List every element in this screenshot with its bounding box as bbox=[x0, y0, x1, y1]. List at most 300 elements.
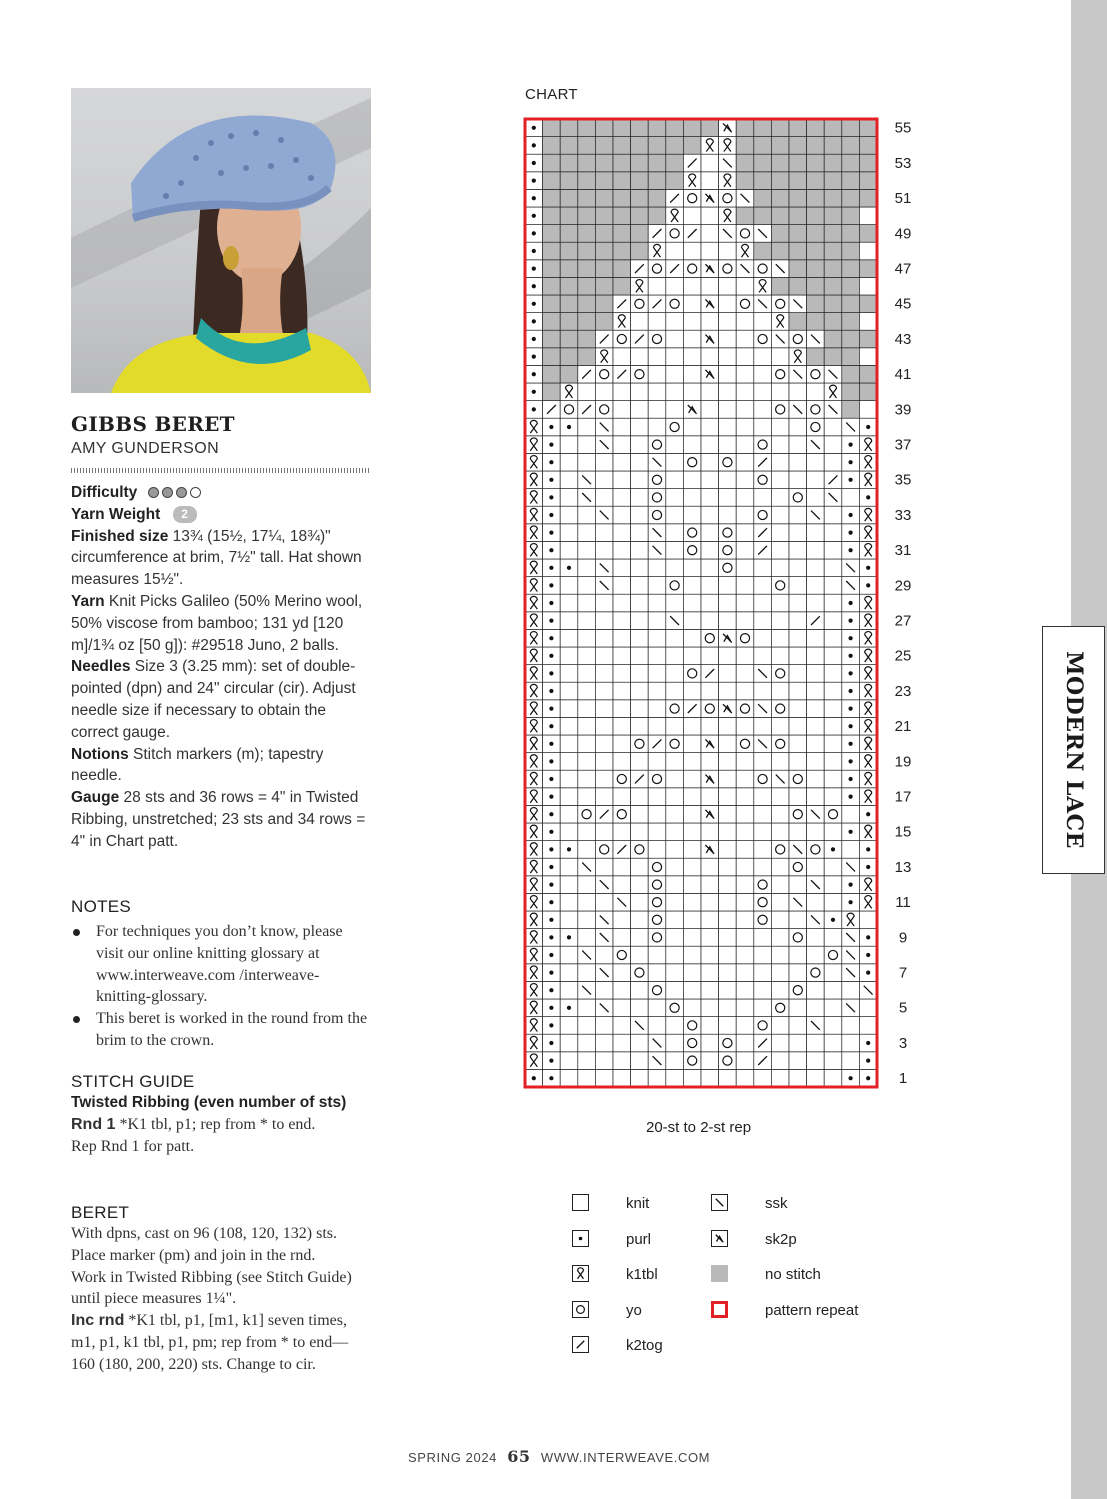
chart-cell bbox=[824, 541, 842, 559]
chart-cell bbox=[683, 559, 701, 577]
chart-cell bbox=[789, 242, 807, 260]
chart-cell bbox=[560, 489, 578, 507]
chart-cell bbox=[648, 559, 666, 577]
chart-cell bbox=[789, 313, 807, 331]
chart-cell bbox=[578, 418, 596, 436]
chart-cell bbox=[683, 823, 701, 841]
chart-cell bbox=[789, 541, 807, 559]
chart-cell bbox=[595, 295, 613, 313]
chart-cell bbox=[683, 577, 701, 595]
chart-cell bbox=[736, 841, 754, 859]
chart-cell bbox=[613, 506, 631, 524]
gauge-spec bbox=[71, 787, 371, 852]
chart-cell bbox=[578, 612, 596, 630]
chart-cell bbox=[613, 225, 631, 243]
chart-cell bbox=[595, 823, 613, 841]
chart-cell bbox=[613, 1017, 631, 1035]
chart-cell bbox=[824, 260, 842, 278]
notes-section bbox=[71, 897, 371, 1052]
chart-cell bbox=[719, 242, 737, 260]
chart-cell bbox=[578, 788, 596, 806]
chart-cell bbox=[754, 788, 772, 806]
chart-cell bbox=[560, 260, 578, 278]
chart-cell bbox=[719, 365, 737, 383]
chart-cell bbox=[595, 770, 613, 788]
chart-cell bbox=[578, 682, 596, 700]
legend-no-stitch-icon bbox=[711, 1265, 728, 1282]
chart-cell bbox=[824, 242, 842, 260]
chart-cell bbox=[824, 1034, 842, 1052]
chart-cell bbox=[859, 225, 877, 243]
chart-cell bbox=[666, 911, 684, 929]
chart-cell bbox=[789, 154, 807, 172]
chart-cell bbox=[543, 277, 561, 295]
chart-cell bbox=[613, 981, 631, 999]
chart-cell bbox=[631, 154, 649, 172]
chart-cell bbox=[648, 172, 666, 190]
chart-cell bbox=[754, 612, 772, 630]
chart-cell bbox=[543, 189, 561, 207]
chart-cell bbox=[842, 225, 860, 243]
chart-cell bbox=[736, 665, 754, 683]
chart-cell bbox=[543, 383, 561, 401]
chart-cell bbox=[631, 893, 649, 911]
chart-cell bbox=[736, 119, 754, 137]
chart-cell bbox=[560, 753, 578, 771]
chart-cell bbox=[543, 154, 561, 172]
chart-cell bbox=[701, 172, 719, 190]
chart-cell bbox=[824, 577, 842, 595]
chart-cell bbox=[789, 436, 807, 454]
chart-cell bbox=[613, 471, 631, 489]
chart-cell bbox=[719, 1052, 737, 1070]
chart-cell bbox=[719, 524, 737, 542]
chart-stitch-purl bbox=[831, 918, 835, 922]
chart-cell bbox=[683, 788, 701, 806]
chart-cell bbox=[578, 753, 596, 771]
chart-stitch-purl bbox=[549, 460, 553, 464]
chart-stitch-purl bbox=[549, 689, 553, 693]
chart-cell bbox=[771, 735, 789, 753]
chart-cell bbox=[560, 348, 578, 366]
chart-cell bbox=[824, 506, 842, 524]
chart-cell bbox=[666, 330, 684, 348]
chart-cell bbox=[771, 717, 789, 735]
chart-cell bbox=[666, 770, 684, 788]
chart-cell bbox=[824, 717, 842, 735]
chart-cell bbox=[560, 629, 578, 647]
chart-cell bbox=[736, 524, 754, 542]
chart-cell bbox=[701, 929, 719, 947]
chart-stitch-purl bbox=[848, 882, 852, 886]
chart-cell bbox=[701, 489, 719, 507]
chart-cell bbox=[578, 436, 596, 454]
chart-cell bbox=[736, 154, 754, 172]
chart-cell bbox=[595, 629, 613, 647]
chart-cell bbox=[824, 313, 842, 331]
chart-cell bbox=[771, 1052, 789, 1070]
chart-stitch-purl bbox=[549, 425, 553, 429]
chart-row-label: 13 bbox=[894, 858, 912, 876]
chart-cell bbox=[754, 893, 772, 911]
chart-cell bbox=[736, 1034, 754, 1052]
chart-cell bbox=[648, 383, 666, 401]
chart-cell bbox=[824, 981, 842, 999]
chart-cell bbox=[789, 383, 807, 401]
chart-stitch-purl bbox=[532, 214, 536, 218]
chart-cell bbox=[613, 700, 631, 718]
chart-cell bbox=[701, 858, 719, 876]
chart-cell bbox=[683, 383, 701, 401]
chart-cell bbox=[719, 189, 737, 207]
list-item: For techniques you don’t know, please visit our online knitting glossary at www.interweave.com /interweave-knitting-glossary. bbox=[71, 921, 371, 1008]
chart-stitch-purl bbox=[532, 143, 536, 147]
chart-cell bbox=[824, 876, 842, 894]
chart-cell bbox=[595, 189, 613, 207]
chart-cell bbox=[754, 717, 772, 735]
chart-cell bbox=[578, 260, 596, 278]
chart-cell bbox=[560, 313, 578, 331]
chart-cell bbox=[648, 929, 666, 947]
chart-cell bbox=[595, 788, 613, 806]
chart-cell bbox=[736, 577, 754, 595]
chart-cell bbox=[578, 453, 596, 471]
chart-cell bbox=[736, 911, 754, 929]
chart-cell bbox=[842, 172, 860, 190]
chart-cell bbox=[613, 418, 631, 436]
chart-cell bbox=[683, 313, 701, 331]
chart-cell bbox=[631, 348, 649, 366]
chart-cell bbox=[578, 770, 596, 788]
chart-cell bbox=[666, 313, 684, 331]
chart-cell bbox=[701, 823, 719, 841]
chart-cell bbox=[736, 471, 754, 489]
chart-cell bbox=[613, 594, 631, 612]
chart-stitch-purl bbox=[549, 442, 553, 446]
chart-cell bbox=[648, 788, 666, 806]
chart-cell bbox=[736, 753, 754, 771]
chart-cell bbox=[631, 823, 649, 841]
chart-stitch-purl bbox=[549, 548, 553, 552]
chart-cell bbox=[631, 1034, 649, 1052]
chart-cell bbox=[578, 207, 596, 225]
chart-cell bbox=[807, 383, 825, 401]
chart-stitch-purl bbox=[532, 126, 536, 130]
chart-cell bbox=[789, 876, 807, 894]
chart-cell bbox=[543, 295, 561, 313]
chart-cell bbox=[666, 682, 684, 700]
chart-cell bbox=[631, 594, 649, 612]
chart-cell bbox=[771, 137, 789, 155]
chart-cell bbox=[719, 823, 737, 841]
chart-cell bbox=[701, 1034, 719, 1052]
chart-cell bbox=[631, 964, 649, 982]
chart-cell bbox=[736, 506, 754, 524]
chart-cell bbox=[859, 119, 877, 137]
chart-cell bbox=[648, 682, 666, 700]
chart-cell bbox=[578, 665, 596, 683]
legend-purl-icon bbox=[572, 1230, 589, 1247]
chart-cell bbox=[719, 506, 737, 524]
chart-cell bbox=[719, 453, 737, 471]
footer-url: WWW.INTERWEAVE.COM bbox=[540, 1450, 711, 1465]
chart-cell bbox=[613, 277, 631, 295]
chart-cell bbox=[560, 893, 578, 911]
chart-stitch-purl bbox=[549, 777, 553, 781]
chart-stitch-purl bbox=[866, 583, 870, 587]
chart-cell bbox=[613, 682, 631, 700]
chart-cell bbox=[824, 330, 842, 348]
needles-text: Size 3 (3.25 mm): set of double-pointed (dpn) and 24" circular (cir). Adjust needle size if necessary to obtain the correct gauge. bbox=[71, 658, 356, 741]
chart-cell bbox=[824, 225, 842, 243]
chart-cell bbox=[613, 805, 631, 823]
chart-stitch-purl bbox=[549, 513, 553, 517]
chart-cell bbox=[683, 1069, 701, 1087]
chart-stitch-purl bbox=[567, 935, 571, 939]
chart-cell bbox=[771, 893, 789, 911]
chart-cell bbox=[771, 172, 789, 190]
chart-cell bbox=[613, 999, 631, 1017]
chart-cell bbox=[771, 242, 789, 260]
page-footer bbox=[408, 1447, 710, 1466]
chart-cell bbox=[807, 524, 825, 542]
chart-cell bbox=[613, 383, 631, 401]
chart-cell bbox=[789, 911, 807, 929]
chart-cell bbox=[578, 348, 596, 366]
chart-cell bbox=[719, 770, 737, 788]
chart-cell bbox=[613, 629, 631, 647]
chart-stitch-purl bbox=[549, 759, 553, 763]
chart-cell bbox=[701, 242, 719, 260]
chart-cell bbox=[824, 119, 842, 137]
chart-cell bbox=[683, 189, 701, 207]
chart-cell bbox=[595, 1069, 613, 1087]
chart-cell bbox=[771, 207, 789, 225]
chart-cell bbox=[648, 577, 666, 595]
chart-cell bbox=[683, 1034, 701, 1052]
chart-cell bbox=[789, 506, 807, 524]
chart-cell bbox=[701, 594, 719, 612]
pattern-title: GIBBS BERET bbox=[71, 412, 235, 436]
chart-stitch-purl bbox=[532, 284, 536, 288]
chart-cell bbox=[736, 207, 754, 225]
chart-cell bbox=[595, 260, 613, 278]
chart-cell bbox=[807, 629, 825, 647]
chart-cell bbox=[824, 436, 842, 454]
chart-cell bbox=[842, 207, 860, 225]
section-tab-label: MODERN LACE bbox=[1060, 651, 1087, 849]
chart-cell bbox=[771, 876, 789, 894]
chart-cell bbox=[701, 753, 719, 771]
chart-cell bbox=[719, 260, 737, 278]
chart-cell bbox=[560, 541, 578, 559]
chart-cell bbox=[842, 260, 860, 278]
chart-cell bbox=[789, 1069, 807, 1087]
chart-cell bbox=[771, 612, 789, 630]
chart-cell bbox=[736, 788, 754, 806]
chart-cell bbox=[807, 841, 825, 859]
chart-cell bbox=[595, 1052, 613, 1070]
chart-cell bbox=[807, 700, 825, 718]
chart-cell bbox=[754, 207, 772, 225]
knitting-chart bbox=[500, 100, 940, 1110]
chart-cell bbox=[560, 770, 578, 788]
chart-cell bbox=[736, 225, 754, 243]
chart-cell bbox=[560, 946, 578, 964]
chart-cell bbox=[754, 489, 772, 507]
chart-cell bbox=[807, 453, 825, 471]
chart-cell bbox=[613, 172, 631, 190]
chart-cell bbox=[736, 453, 754, 471]
finished-size-text: 13¾ (15½, 17¼, 18¾)" circumference at brim, 7½" tall. Hat shown measures 15½". bbox=[71, 527, 362, 589]
chart-stitch-purl bbox=[848, 601, 852, 605]
chart-cell bbox=[719, 559, 737, 577]
chart-cell bbox=[771, 788, 789, 806]
chart-stitch-purl bbox=[831, 847, 835, 851]
chart-stitch-purl bbox=[848, 530, 852, 534]
chart-cell bbox=[648, 612, 666, 630]
chart-cell bbox=[824, 682, 842, 700]
chart-cell bbox=[578, 700, 596, 718]
chart-cell bbox=[683, 295, 701, 313]
chart-cell bbox=[719, 946, 737, 964]
legend-yo-icon bbox=[572, 1301, 589, 1318]
chart-cell bbox=[807, 682, 825, 700]
legend-label: knit bbox=[626, 1195, 650, 1212]
chart-row-label: 21 bbox=[894, 718, 912, 736]
chart-cell bbox=[789, 665, 807, 683]
beret-heading: BERET bbox=[71, 1203, 130, 1222]
chart-cell bbox=[771, 365, 789, 383]
chart-cell bbox=[578, 225, 596, 243]
chart-cell bbox=[613, 260, 631, 278]
chart-cell bbox=[736, 313, 754, 331]
chart-stitch-purl bbox=[866, 865, 870, 869]
chart-cell bbox=[842, 1034, 860, 1052]
chart-cell bbox=[736, 964, 754, 982]
chart-cell bbox=[701, 700, 719, 718]
chart-cell bbox=[824, 295, 842, 313]
beret-inc-rnd bbox=[71, 1310, 371, 1375]
inc-label: Inc rnd bbox=[71, 1312, 125, 1330]
chart-cell bbox=[719, 383, 737, 401]
chart-cell bbox=[683, 911, 701, 929]
chart-stitch-purl bbox=[866, 812, 870, 816]
chart-cell bbox=[648, 999, 666, 1017]
chart-cell bbox=[807, 999, 825, 1017]
chart-cell bbox=[648, 418, 666, 436]
chart-stitch-purl bbox=[549, 742, 553, 746]
chart-cell bbox=[595, 401, 613, 419]
chart-cell bbox=[631, 295, 649, 313]
chart-cell bbox=[560, 717, 578, 735]
chart-stitch-purl bbox=[848, 777, 852, 781]
chart-cell bbox=[842, 805, 860, 823]
chart-cell bbox=[807, 647, 825, 665]
chart-cell bbox=[683, 858, 701, 876]
chart-cell bbox=[595, 383, 613, 401]
chart-cell bbox=[754, 471, 772, 489]
chart-cell bbox=[701, 946, 719, 964]
chart-cell bbox=[595, 471, 613, 489]
chart-cell bbox=[560, 189, 578, 207]
chart-stitch-purl bbox=[532, 196, 536, 200]
chart-cell bbox=[666, 946, 684, 964]
chart-cell bbox=[701, 1052, 719, 1070]
chart-cell bbox=[701, 981, 719, 999]
chart-cell bbox=[578, 137, 596, 155]
chart-cell bbox=[613, 964, 631, 982]
chart-stitch-purl bbox=[848, 689, 852, 693]
chart-cell bbox=[613, 858, 631, 876]
chart-cell bbox=[789, 260, 807, 278]
chart-cell bbox=[859, 172, 877, 190]
chart-row-label: 23 bbox=[894, 682, 912, 700]
difficulty-label: Difficulty bbox=[71, 484, 138, 501]
chart-stitch-purl bbox=[549, 830, 553, 834]
chart-cell bbox=[543, 242, 561, 260]
chart-row-label: 31 bbox=[894, 542, 912, 560]
chart-cell bbox=[595, 119, 613, 137]
stitch-guide-heading: STITCH GUIDE bbox=[71, 1072, 195, 1091]
chart-row-label: 7 bbox=[898, 964, 908, 982]
chart-cell bbox=[736, 735, 754, 753]
chart-cell bbox=[807, 137, 825, 155]
chart-cell bbox=[824, 858, 842, 876]
chart-cell bbox=[578, 964, 596, 982]
notions-spec bbox=[71, 744, 371, 788]
chart-cell bbox=[789, 207, 807, 225]
chart-cell bbox=[666, 383, 684, 401]
chart-cell bbox=[560, 1017, 578, 1035]
chart-cell bbox=[666, 788, 684, 806]
legend-label: pattern repeat bbox=[765, 1302, 859, 1319]
chart-cell bbox=[719, 330, 737, 348]
chart-cell bbox=[842, 295, 860, 313]
chart-cell bbox=[859, 401, 877, 419]
chart-cell bbox=[859, 207, 877, 225]
chart-cell bbox=[648, 277, 666, 295]
chart-row-label: 53 bbox=[894, 154, 912, 172]
chart-cell bbox=[683, 207, 701, 225]
legend-k1tbl-icon bbox=[572, 1265, 589, 1282]
chart-cell bbox=[807, 225, 825, 243]
chart-cell bbox=[631, 453, 649, 471]
chart-cell bbox=[578, 559, 596, 577]
chart-cell bbox=[648, 119, 666, 137]
chart-stitch-purl bbox=[549, 935, 553, 939]
chart-cell bbox=[648, 753, 666, 771]
chart-cell bbox=[771, 524, 789, 542]
chart-cell bbox=[771, 559, 789, 577]
chart-cell bbox=[560, 911, 578, 929]
chart-cell bbox=[595, 365, 613, 383]
chart-cell bbox=[631, 471, 649, 489]
needles-label: Needles bbox=[71, 658, 131, 676]
chart-cell bbox=[543, 365, 561, 383]
chart-cell bbox=[578, 911, 596, 929]
chart-cell bbox=[683, 506, 701, 524]
chart-cell bbox=[824, 612, 842, 630]
chart-cell bbox=[631, 911, 649, 929]
chart-cell bbox=[719, 295, 737, 313]
difficulty-dot-empty bbox=[190, 487, 201, 498]
chart-cell bbox=[578, 735, 596, 753]
chart-cell bbox=[666, 629, 684, 647]
chart-cell bbox=[543, 207, 561, 225]
chart-cell bbox=[578, 189, 596, 207]
chart-cell bbox=[719, 577, 737, 595]
